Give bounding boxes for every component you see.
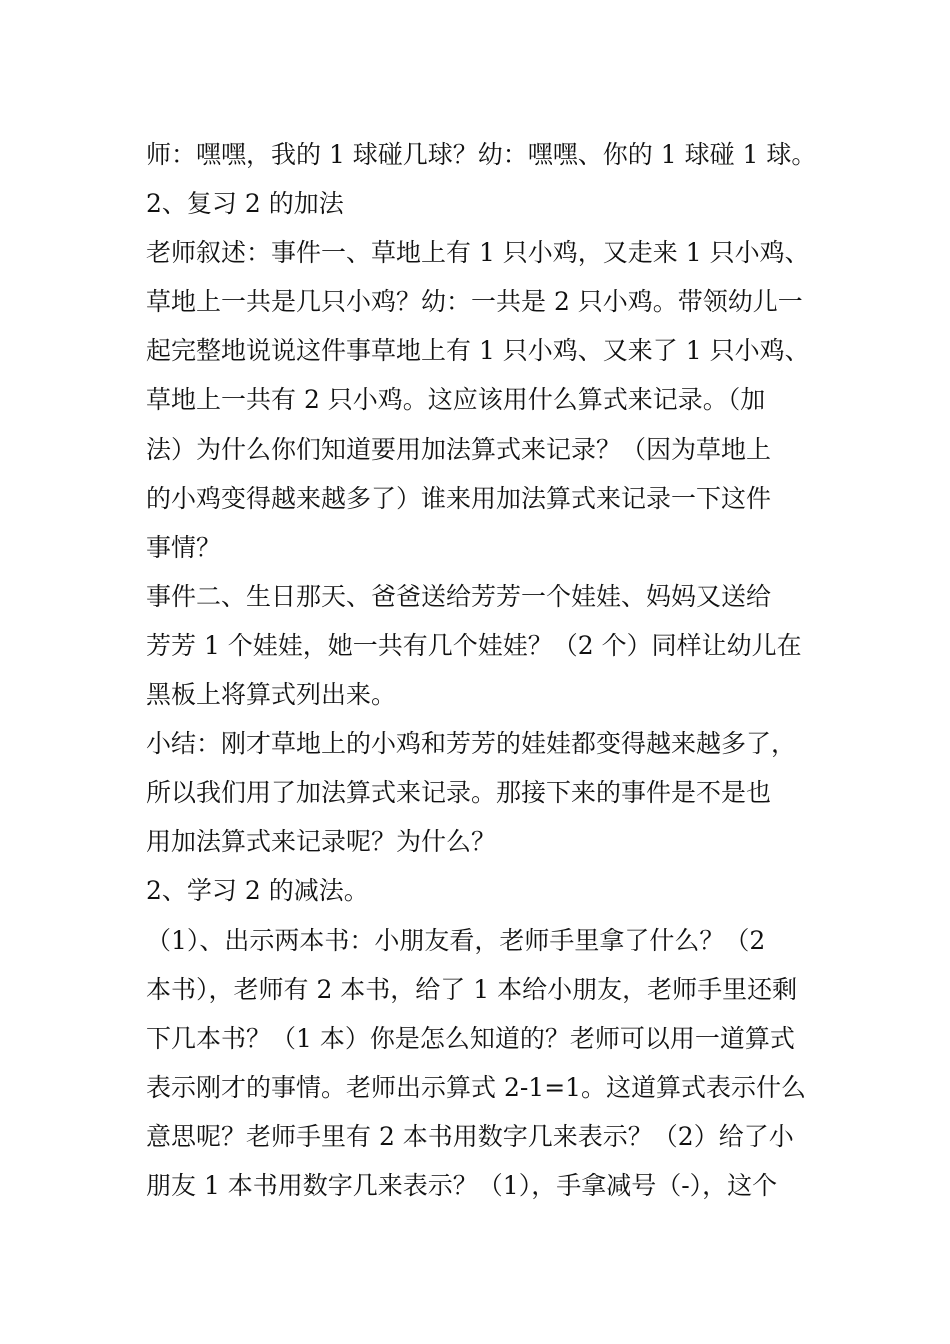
body-text: [146, 130, 817, 1210]
section-heading: 2、学习 2 的减法。: [146, 876, 369, 906]
text-line: 本书），老师有 2 本书，给了 1 本给小朋友，老师手里还剩: [146, 974, 798, 1004]
text-line: 老师叙述：事件一、草地上有 1 只小鸡，又走来 1 只小鸡、: [146, 238, 810, 268]
text-line: 所以我们用了加法算式来记录。那接下来的事件是不是也: [146, 778, 772, 808]
text-line: 下几本书？（1 本）你是怎么知道的？老师可以用一道算式: [146, 1023, 795, 1053]
text-line: 事情？: [146, 532, 222, 562]
text-line: 草地上一共是几只小鸡？幼：一共是 2 只小鸡。带领幼儿一: [146, 287, 803, 317]
text-line: 小结：刚才草地上的小鸡和芳芳的娃娃都变得越来越多了，: [146, 729, 797, 759]
text-line: 芳芳 1 个娃娃，她一共有几个娃娃？（2 个）同样让幼儿在: [146, 630, 802, 660]
text-line: 的小鸡变得越来越多了）谁来用加法算式来记录一下这件: [146, 483, 772, 513]
text-line: 师：嘿嘿，我的 1 球碰几球？幼：嘿嘿、你的 1 球碰 1 球。: [146, 140, 817, 169]
text-line: 事件二、生日那天、爸爸送给芳芳一个娃娃、妈妈又送给: [146, 581, 772, 611]
text-line: 朋友 1 本书用数字几来表示？（1），手拿减号（-），这个: [146, 1170, 778, 1200]
text-line: 表示刚才的事情。老师出示算式 2-1=1。这道算式表示什么: [146, 1072, 807, 1102]
text-line: 意思呢？老师手里有 2 本书用数字几来表示？（2）给了小: [146, 1121, 794, 1151]
text-line: 起完整地说说这件事草地上有 1 只小鸡、又来了 1 只小鸡、: [146, 336, 810, 366]
text-line: 草地上一共有 2 只小鸡。这应该用什么算式来记录。（加: [146, 385, 766, 415]
text-line: 法）为什么你们知道要用加法算式来记录？（因为草地上: [146, 434, 772, 464]
text-line: 黑板上将算式列出来。: [146, 680, 397, 710]
section-heading: 2、复习 2 的加法: [146, 189, 344, 219]
text-line: 用加法算式来记录呢？为什么？: [146, 827, 497, 857]
text-line: （1）、出示两本书：小朋友看，老师手里拿了什么？（2: [146, 925, 766, 955]
